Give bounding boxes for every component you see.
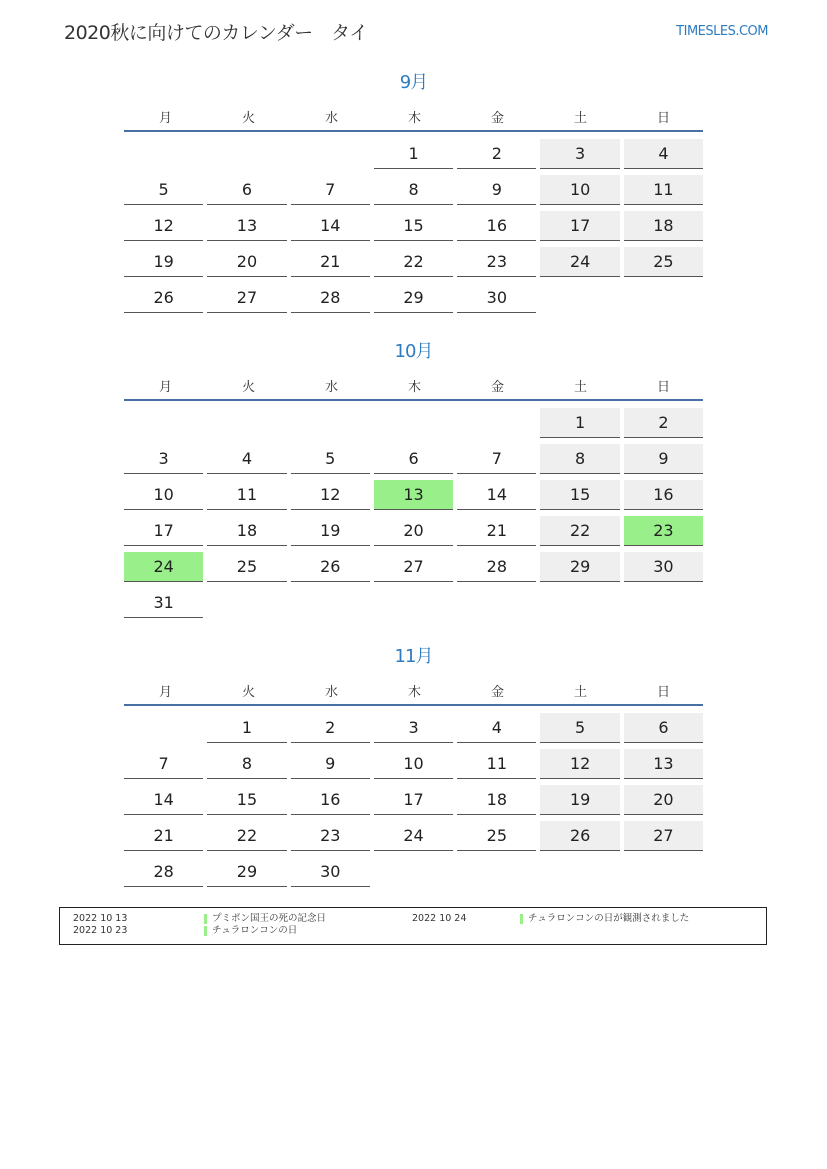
day-cell: [540, 710, 623, 746]
holiday-name: プミポン国王の死の記念日: [204, 913, 326, 925]
day-cell: [540, 549, 623, 585]
month-title: 9月: [399, 72, 428, 93]
weekday-label: 火: [241, 684, 255, 700]
day-number: 25: [457, 821, 536, 851]
holiday-name: チュラロンコンの日が観測されました: [520, 913, 689, 925]
day-number: 21: [457, 516, 536, 546]
day-number: 16: [624, 480, 703, 510]
day-number: 28: [291, 283, 370, 313]
week-row: [124, 172, 703, 208]
week-row: [124, 513, 703, 549]
day-cell: [624, 513, 707, 549]
month-november: [124, 644, 703, 890]
empty-day-cell: [374, 405, 457, 441]
day-number: 3: [540, 139, 619, 169]
day-number: 6: [624, 713, 703, 743]
day-number: 16: [457, 211, 536, 241]
day-number: 22: [374, 247, 453, 277]
holiday-dates-col-1: [73, 913, 127, 937]
empty-day: [540, 857, 619, 887]
day-number: 5: [124, 175, 203, 205]
day-number: 7: [124, 749, 203, 779]
empty-day-cell: [457, 405, 540, 441]
day-number: 6: [207, 175, 286, 205]
day-cell: [124, 477, 207, 513]
week-row: [124, 549, 703, 585]
day-number: 2: [624, 408, 703, 438]
day-number: 12: [124, 211, 203, 241]
weekday-label: 火: [241, 379, 255, 395]
day-number: 30: [291, 857, 370, 887]
holiday-names-col-2: [520, 913, 689, 925]
day-cell: [624, 405, 707, 441]
empty-day: [624, 283, 703, 313]
day-cell: [124, 585, 207, 621]
day-number: 18: [207, 516, 286, 546]
weekday-label: 金: [490, 110, 504, 126]
day-cell: [207, 208, 290, 244]
day-number: 21: [124, 821, 203, 851]
day-number: 28: [124, 857, 203, 887]
day-cell: [291, 549, 374, 585]
day-cell: [124, 208, 207, 244]
day-cell: [457, 818, 540, 854]
weekday-label: 金: [490, 684, 504, 700]
day-number: 13: [374, 480, 453, 510]
day-cell: [624, 782, 707, 818]
day-cell: [540, 782, 623, 818]
day-cell: [540, 244, 623, 280]
day-cell: [207, 818, 290, 854]
empty-day-cell: [457, 854, 540, 890]
empty-day: [207, 588, 286, 618]
empty-day-cell: [624, 854, 707, 890]
day-cell: [540, 746, 623, 782]
day-cell: [374, 244, 457, 280]
day-number: 7: [291, 175, 370, 205]
weekday-label: 月: [158, 684, 172, 700]
day-number: 27: [207, 283, 286, 313]
week-row: [124, 441, 703, 477]
empty-day: [291, 588, 370, 618]
day-cell: [624, 441, 707, 477]
empty-day: [457, 588, 536, 618]
month-september: [124, 70, 703, 316]
day-number: 9: [291, 749, 370, 779]
day-number: 1: [207, 713, 286, 743]
day-number: 18: [457, 785, 536, 815]
day-number: 15: [374, 211, 453, 241]
day-number: 2: [291, 713, 370, 743]
day-cell: [624, 136, 707, 172]
day-cell: [124, 441, 207, 477]
day-cell: [457, 746, 540, 782]
weekday-label: 日: [656, 684, 670, 700]
day-number: 6: [374, 444, 453, 474]
empty-day: [540, 283, 619, 313]
day-number: 10: [124, 480, 203, 510]
day-cell: [374, 280, 457, 316]
day-number: 20: [207, 247, 286, 277]
day-number: 23: [457, 247, 536, 277]
day-number: 23: [624, 516, 703, 546]
day-number: 9: [457, 175, 536, 205]
day-number: 19: [291, 516, 370, 546]
weekday-label: 月: [158, 110, 172, 126]
day-number: 24: [374, 821, 453, 851]
day-cell: [207, 477, 290, 513]
day-cell: [374, 513, 457, 549]
day-cell: [291, 244, 374, 280]
week-row: [124, 208, 703, 244]
day-number: 13: [624, 749, 703, 779]
day-number: 4: [207, 444, 286, 474]
day-number: 15: [207, 785, 286, 815]
empty-day: [624, 857, 703, 887]
empty-day-cell: [374, 585, 457, 621]
empty-day-cell: [540, 854, 623, 890]
empty-day-cell: [291, 585, 374, 621]
empty-day-cell: [124, 710, 207, 746]
weekday-label: 土: [573, 684, 587, 700]
day-cell: [207, 172, 290, 208]
day-cell: [624, 244, 707, 280]
empty-day: [457, 408, 536, 438]
day-number: 24: [540, 247, 619, 277]
day-number: 27: [374, 552, 453, 582]
day-cell: [540, 441, 623, 477]
day-number: 20: [374, 516, 453, 546]
empty-day: [124, 139, 203, 169]
day-number: 16: [291, 785, 370, 815]
empty-day: [457, 857, 536, 887]
day-cell: [374, 549, 457, 585]
empty-day-cell: [624, 280, 707, 316]
day-cell: [207, 244, 290, 280]
empty-day-cell: [207, 136, 290, 172]
week-row: [124, 585, 703, 621]
day-number: 18: [624, 211, 703, 241]
holiday-date: 2022 10 13: [73, 913, 128, 924]
day-cell: [207, 782, 290, 818]
day-cell: [124, 746, 207, 782]
empty-day-cell: [291, 136, 374, 172]
day-cell: [374, 441, 457, 477]
month-title: 10月: [394, 341, 433, 362]
day-number: 12: [291, 480, 370, 510]
day-cell: [207, 710, 290, 746]
day-number: 8: [540, 444, 619, 474]
day-cell: [207, 746, 290, 782]
day-cell: [540, 818, 623, 854]
day-number: 25: [207, 552, 286, 582]
day-number: 26: [124, 283, 203, 313]
weekday-header: [124, 371, 703, 401]
day-cell: [207, 854, 290, 890]
empty-day-cell: [207, 585, 290, 621]
day-cell: [124, 782, 207, 818]
day-number: 24: [124, 552, 203, 582]
day-cell: [124, 172, 207, 208]
weekday-header: [124, 676, 703, 706]
day-number: 4: [457, 713, 536, 743]
empty-day: [624, 588, 703, 618]
day-cell: [291, 818, 374, 854]
day-number: 31: [124, 588, 203, 618]
day-cell: [624, 208, 707, 244]
day-cell: [540, 208, 623, 244]
day-number: 4: [624, 139, 703, 169]
weekday-label: 火: [241, 110, 255, 126]
month-october: [124, 339, 703, 621]
weekday-label: 木: [407, 110, 421, 126]
day-cell: [624, 477, 707, 513]
holiday-list: [59, 907, 767, 945]
day-cell: [207, 549, 290, 585]
weekday-label: 水: [324, 684, 338, 700]
week-row: [124, 477, 703, 513]
day-cell: [540, 477, 623, 513]
week-row: [124, 405, 703, 441]
empty-day: [124, 713, 203, 743]
weekday-label: 土: [573, 110, 587, 126]
day-number: 11: [457, 749, 536, 779]
day-number: 1: [540, 408, 619, 438]
day-number: 17: [540, 211, 619, 241]
day-number: 7: [457, 444, 536, 474]
day-cell: [624, 746, 707, 782]
day-number: 14: [124, 785, 203, 815]
empty-day-cell: [124, 136, 207, 172]
day-number: 12: [540, 749, 619, 779]
empty-day: [207, 408, 286, 438]
weekday-label: 木: [407, 684, 421, 700]
day-cell: [291, 746, 374, 782]
day-number: 1: [374, 139, 453, 169]
day-cell: [291, 854, 374, 890]
day-number: 19: [124, 247, 203, 277]
weekday-label: 水: [324, 379, 338, 395]
week-row: [124, 136, 703, 172]
day-cell: [291, 441, 374, 477]
empty-day-cell: [207, 405, 290, 441]
day-cell: [624, 549, 707, 585]
day-cell: [457, 549, 540, 585]
day-cell: [624, 818, 707, 854]
week-row: [124, 746, 703, 782]
empty-day-cell: [624, 585, 707, 621]
day-number: 17: [124, 516, 203, 546]
day-cell: [124, 549, 207, 585]
empty-day-cell: [540, 280, 623, 316]
day-cell: [457, 136, 540, 172]
empty-day: [374, 857, 453, 887]
day-number: 15: [540, 480, 619, 510]
day-cell: [457, 208, 540, 244]
day-cell: [374, 172, 457, 208]
empty-day: [291, 139, 370, 169]
day-cell: [624, 710, 707, 746]
day-cell: [374, 746, 457, 782]
day-cell: [124, 280, 207, 316]
day-cell: [291, 782, 374, 818]
day-number: 30: [624, 552, 703, 582]
week-row: [124, 782, 703, 818]
holiday-date: 2022 10 23: [73, 925, 128, 936]
day-cell: [457, 477, 540, 513]
day-cell: [457, 172, 540, 208]
day-number: 5: [540, 713, 619, 743]
holiday-date: 2022 10 24: [412, 913, 467, 924]
page-title: 2020秋に向けてのカレンダー タイ: [64, 22, 368, 44]
empty-day-cell: [374, 854, 457, 890]
day-number: 29: [540, 552, 619, 582]
day-cell: [457, 513, 540, 549]
day-number: 8: [374, 175, 453, 205]
day-cell: [374, 208, 457, 244]
day-number: 14: [457, 480, 536, 510]
empty-day: [374, 408, 453, 438]
weekday-label: 水: [324, 110, 338, 126]
day-cell: [457, 244, 540, 280]
weekday-label: 日: [656, 110, 670, 126]
day-cell: [540, 405, 623, 441]
holiday-names-col-1: [204, 913, 326, 937]
day-cell: [207, 441, 290, 477]
day-number: 26: [291, 552, 370, 582]
brand-link[interactable]: TIMESLES.COM: [676, 24, 768, 39]
day-number: 3: [374, 713, 453, 743]
day-number: 11: [207, 480, 286, 510]
empty-day-cell: [124, 405, 207, 441]
week-row: [124, 854, 703, 890]
day-cell: [124, 513, 207, 549]
day-cell: [207, 280, 290, 316]
day-number: 8: [207, 749, 286, 779]
day-number: 22: [207, 821, 286, 851]
weekday-label: 日: [656, 379, 670, 395]
day-number: 30: [457, 283, 536, 313]
day-number: 17: [374, 785, 453, 815]
day-cell: [374, 782, 457, 818]
week-row: [124, 244, 703, 280]
day-cell: [291, 208, 374, 244]
day-number: 28: [457, 552, 536, 582]
day-number: 10: [540, 175, 619, 205]
day-cell: [540, 513, 623, 549]
day-cell: [457, 441, 540, 477]
empty-day: [374, 588, 453, 618]
day-number: 10: [374, 749, 453, 779]
day-number: 26: [540, 821, 619, 851]
empty-day-cell: [457, 585, 540, 621]
day-number: 3: [124, 444, 203, 474]
day-cell: [291, 477, 374, 513]
day-cell: [540, 172, 623, 208]
day-number: 23: [291, 821, 370, 851]
month-title: 11月: [394, 646, 433, 667]
day-number: 5: [291, 444, 370, 474]
empty-day: [291, 408, 370, 438]
day-number: 21: [291, 247, 370, 277]
day-cell: [291, 710, 374, 746]
day-cell: [291, 280, 374, 316]
day-number: 22: [540, 516, 619, 546]
day-cell: [374, 477, 457, 513]
day-number: 27: [624, 821, 703, 851]
day-cell: [124, 854, 207, 890]
weekday-header: [124, 102, 703, 132]
weekday-label: 金: [490, 379, 504, 395]
day-cell: [374, 818, 457, 854]
day-cell: [624, 172, 707, 208]
day-cell: [457, 710, 540, 746]
day-number: 20: [624, 785, 703, 815]
day-number: 2: [457, 139, 536, 169]
weekday-label: 木: [407, 379, 421, 395]
day-number: 29: [374, 283, 453, 313]
day-cell: [457, 280, 540, 316]
holiday-dates-col-2: [412, 913, 466, 925]
empty-day-cell: [291, 405, 374, 441]
week-row: [124, 280, 703, 316]
empty-day: [207, 139, 286, 169]
day-number: 25: [624, 247, 703, 277]
weekday-label: 土: [573, 379, 587, 395]
day-cell: [374, 710, 457, 746]
week-row: [124, 818, 703, 854]
week-row: [124, 710, 703, 746]
empty-day: [124, 408, 203, 438]
day-cell: [124, 244, 207, 280]
day-cell: [207, 513, 290, 549]
day-number: 29: [207, 857, 286, 887]
day-number: 13: [207, 211, 286, 241]
day-cell: [291, 513, 374, 549]
day-cell: [291, 172, 374, 208]
day-number: 11: [624, 175, 703, 205]
day-number: 9: [624, 444, 703, 474]
day-cell: [374, 136, 457, 172]
day-cell: [540, 136, 623, 172]
day-cell: [457, 782, 540, 818]
day-number: 14: [291, 211, 370, 241]
day-cell: [124, 818, 207, 854]
day-number: 19: [540, 785, 619, 815]
holiday-name: チュラロンコンの日: [204, 925, 326, 937]
weekday-label: 月: [158, 379, 172, 395]
empty-day-cell: [540, 585, 623, 621]
empty-day: [540, 588, 619, 618]
